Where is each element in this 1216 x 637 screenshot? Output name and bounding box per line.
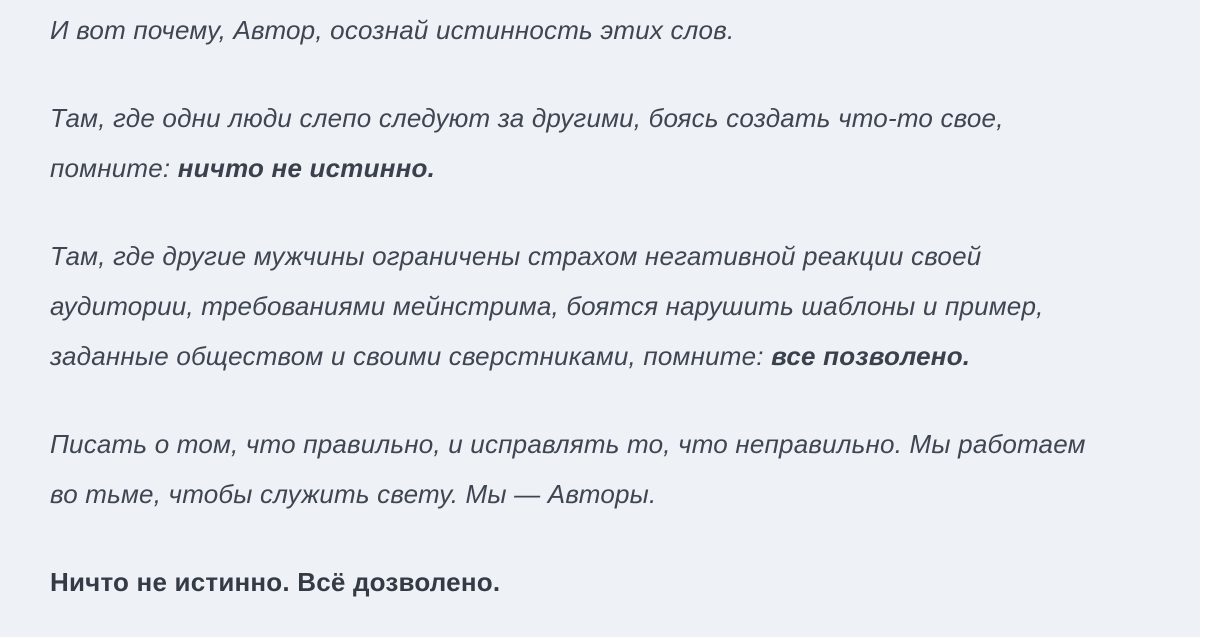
quote-line: И вот почему, Автор, осознай истинность этих слов. [50, 15, 735, 45]
creed-motto-text: Ничто не истинно. Всё дозволено. [50, 567, 501, 597]
quote-line: аудитории, требованиями мейнстрима, боятся нарушить шаблоны и пример, [50, 291, 1044, 321]
paragraph-work-in-dark [50, 419, 1160, 519]
quote-line: во тьме, чтобы служить свету. Мы — Авторы. [50, 479, 657, 509]
emphasis-nothing-is-true: ничто не истинно. [177, 153, 436, 183]
quote-line: Писать о том, что правильно, и исправлять то, что неправильно. Мы работаем [50, 429, 1086, 459]
paragraph-creed-motto [50, 557, 1160, 607]
quote-line: помните: [50, 153, 178, 183]
paragraph-intro [50, 5, 1160, 55]
page-gutter [1200, 0, 1216, 637]
paragraph-everything-is-permitted [50, 231, 1160, 381]
quote-line: Там, где другие мужчины ограничены страхом негативной реакции своей [50, 241, 982, 271]
quote-line: Там, где одни люди слепо следуют за другими, боясь создать что-то свое, [50, 103, 1004, 133]
article-text [50, 5, 1160, 607]
emphasis-everything-is-permitted: все позволено. [771, 341, 971, 371]
paragraph-nothing-is-true [50, 93, 1160, 193]
quote-line: заданные обществом и своими сверстниками, помните: [50, 341, 772, 371]
